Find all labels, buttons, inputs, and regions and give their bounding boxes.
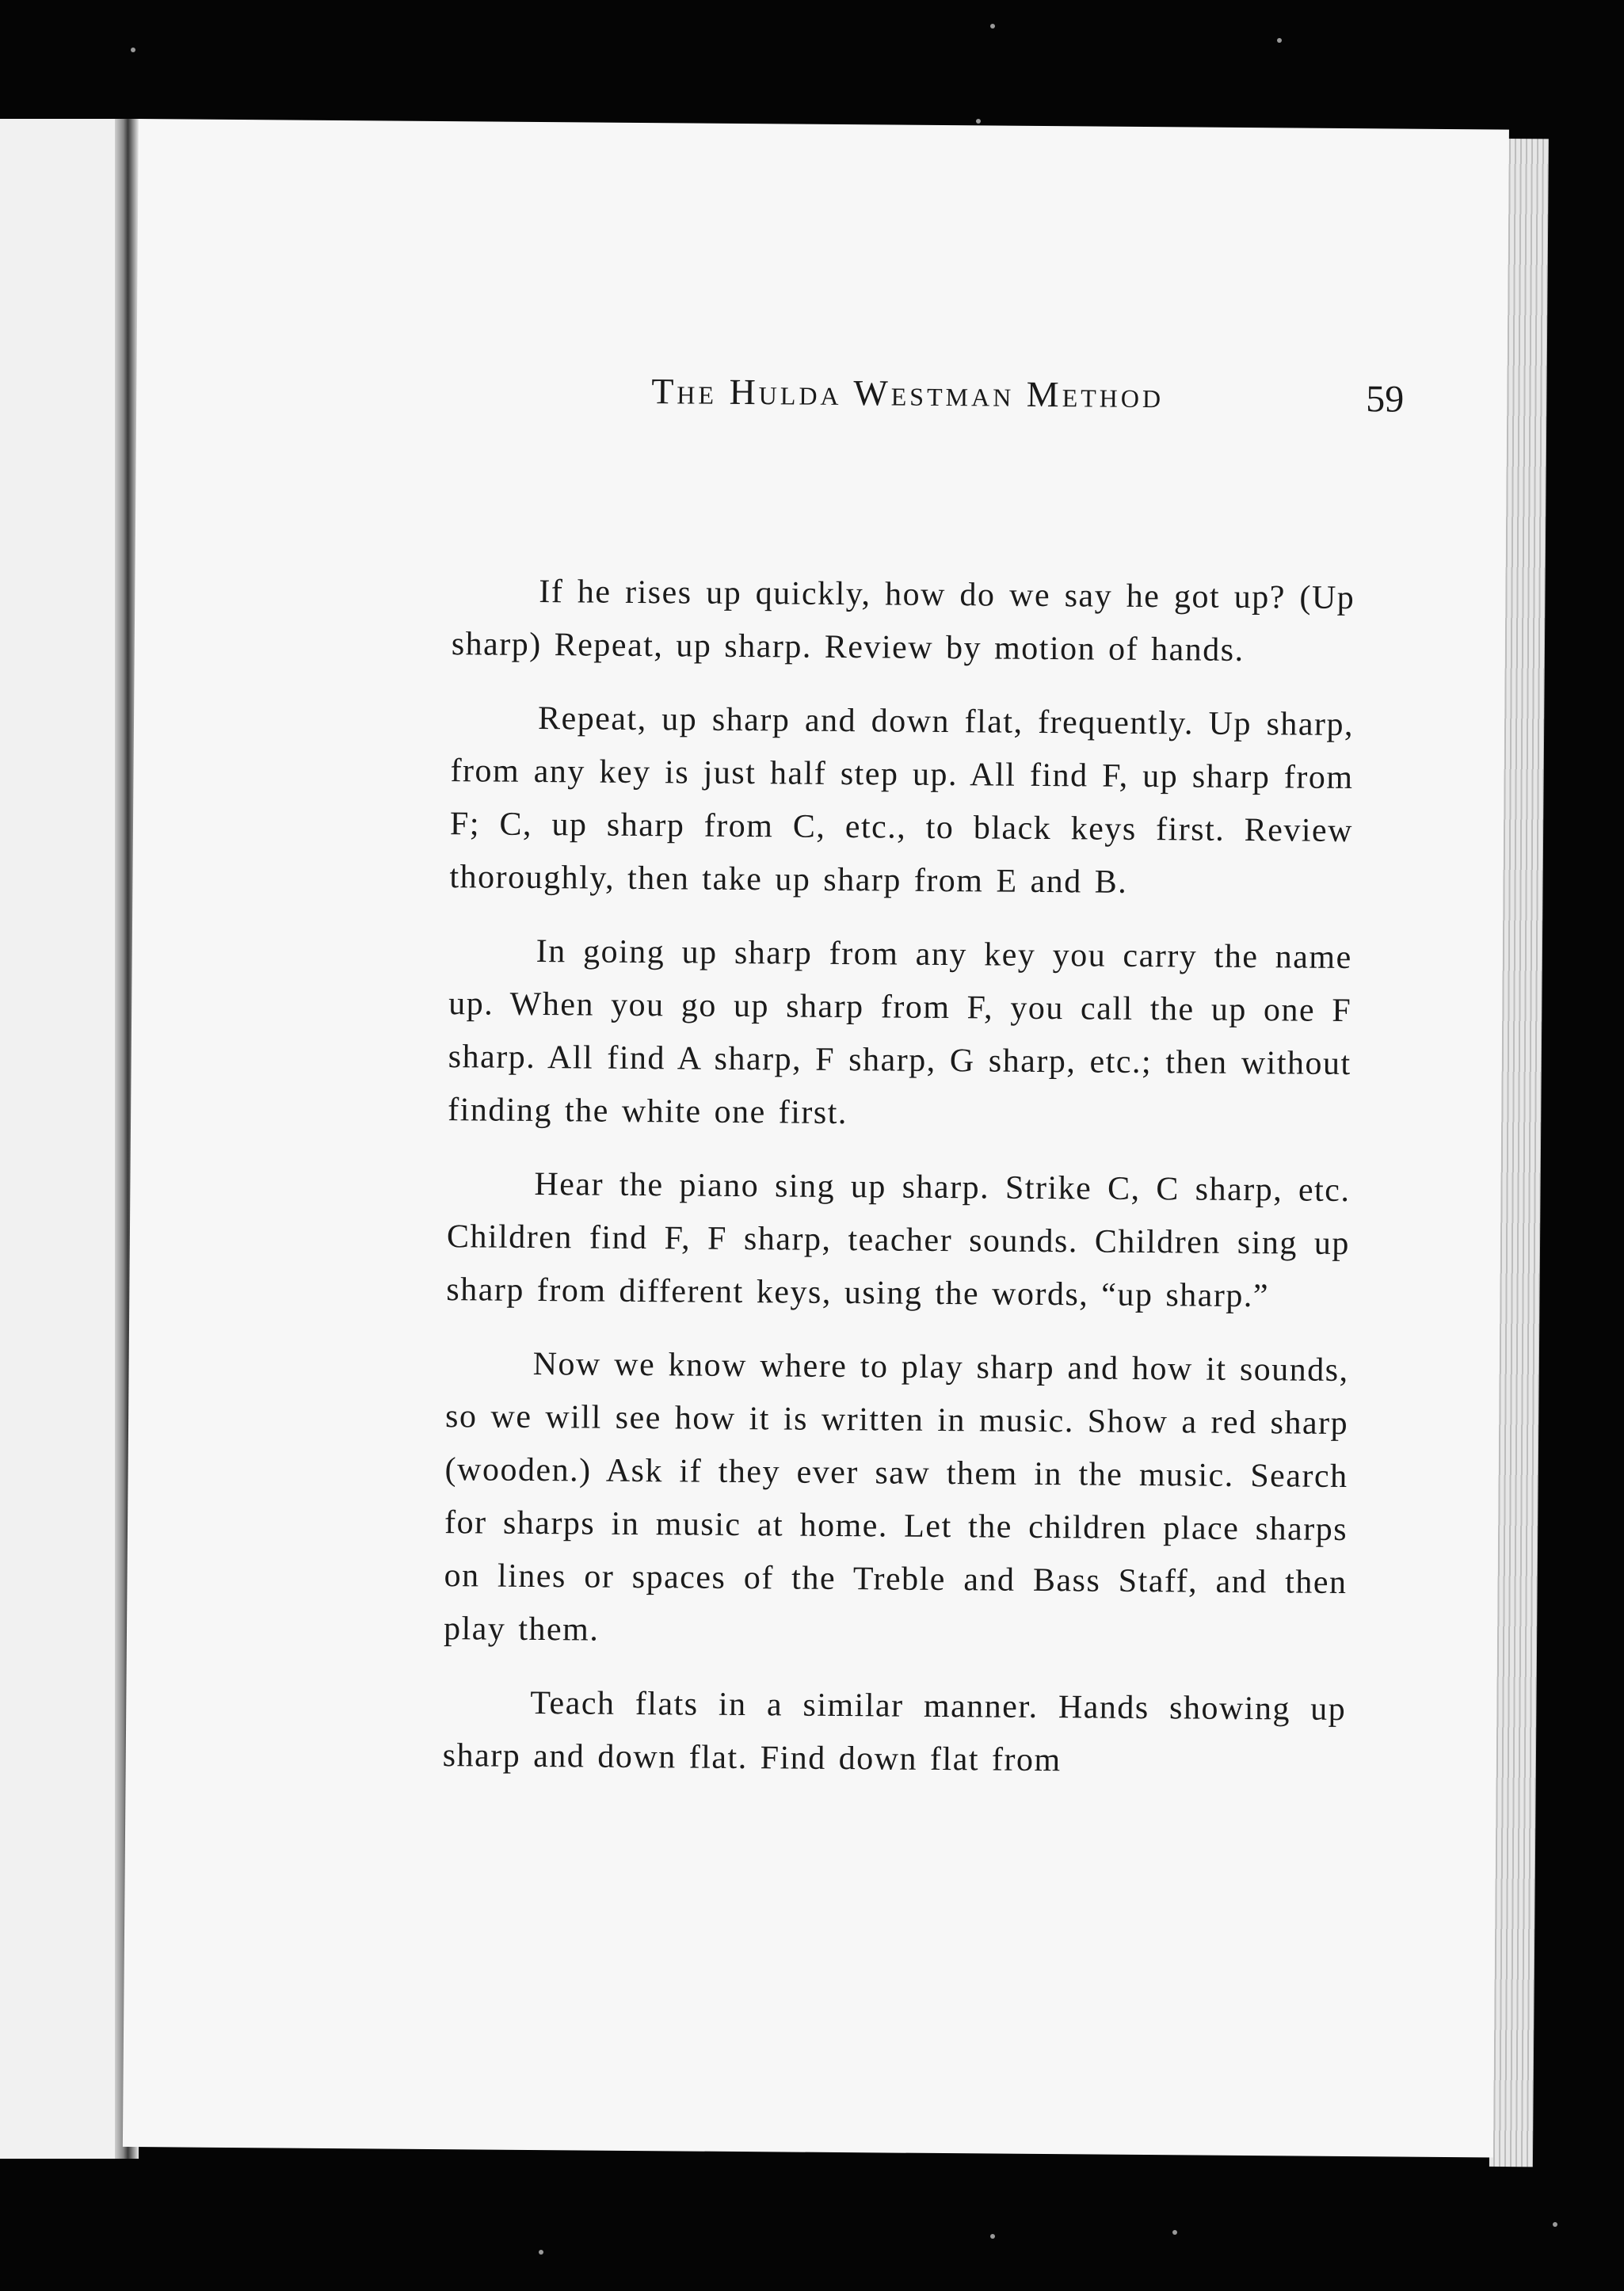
paragraph: If he rises up quickly, how do we say he got up? (Up sharp) Repeat, up sharp. Review by motion of hands. [451,573,1355,669]
facing-page-edge [0,119,127,2159]
paragraph: Hear the piano sing up sharp. Strike C, C sharp, etc. Children find F, F sharp, teacher sounds. Children sing up sharp from different keys, using the words, “up sharp.” [446,1165,1351,1315]
paragraph: In going up sharp from any key you carry the name up. When you go up sharp from F, you call the up one F sharp. All find A sharp, F sharp, G sharp, etc.; then without finding the white one first. [448,932,1352,1132]
scan-speck [131,48,135,52]
scan-speck [539,2250,543,2255]
scan-speck [990,2234,995,2239]
page-body [442,565,1355,1810]
running-title: The Hulda Westman Method [651,371,1165,416]
scan-speck [1553,2222,1557,2227]
paragraph: Teach flats in a similar manner. Hands showing up sharp and down flat. Find down flat from [442,1684,1347,1779]
page-header [509,360,1405,438]
scan-speck [990,24,995,29]
scan-speck [976,119,981,124]
scan-speck [1172,2230,1177,2235]
scan-speck [1277,38,1282,43]
book-page [123,119,1509,2158]
paragraph: Now we know where to play sharp and how it sounds, so we will see how it is written in music. Show a red sharp (wooden.) Ask if they ever saw them in the music. Search for sharps in music at home. Let the children place sharps on lines or spaces of the Treble and Bass Staff, and then play them. [443,1345,1349,1649]
paragraph: Repeat, up sharp and down flat, frequently. Up sharp, from any key is just half step up. All find F, up sharp from F; C, up sharp from C, etc., to black keys first. Review thoroughly, then take up sharp from E and B. [449,699,1355,901]
page-number: 59 [1366,378,1405,421]
